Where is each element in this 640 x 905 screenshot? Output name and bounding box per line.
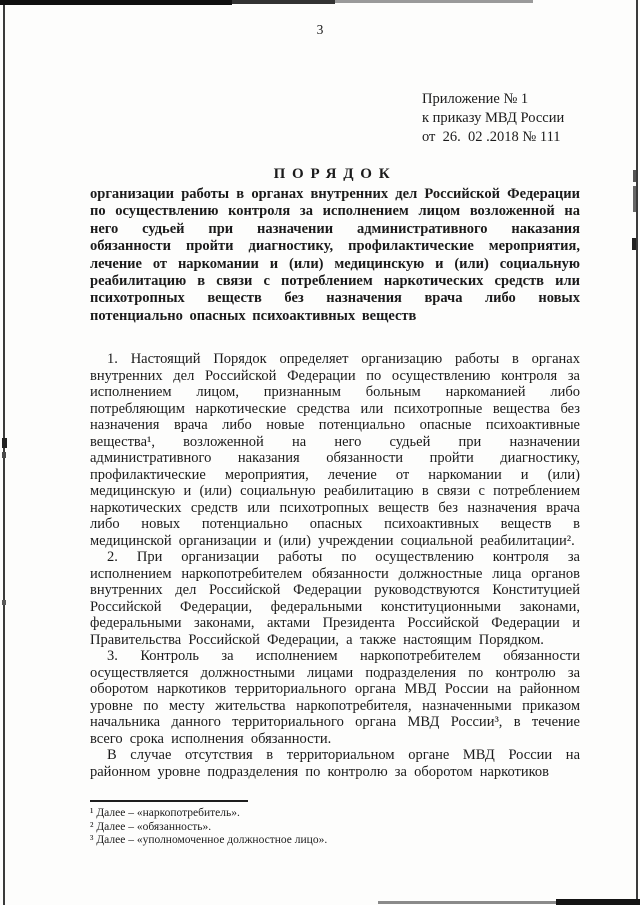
paragraph-4: В случае отсутствия в территориальном органе МВД России на районном уровне подразделения по контролю за оборотом наркотиков — [90, 747, 580, 780]
appendix-line: к приказу МВД России — [422, 110, 565, 126]
scan-edge-top — [0, 0, 232, 5]
document-content — [90, 166, 580, 780]
scan-mark — [633, 170, 636, 182]
document-paragraphs — [90, 351, 580, 780]
scan-edge-top — [232, 0, 335, 4]
appendix-line: Приложение № 1 — [422, 91, 529, 107]
scan-edge-top — [335, 0, 533, 3]
scan-edge-bottom — [556, 899, 640, 905]
document-subtitle: организации работы в органах внутренних дел Российской Федерации по осуществлению контроля за исполнением лицом возложенной на него судьей при назначении административного наказания обязанности пройти диагностику, профилактические мероприятия, лечение от наркомании и (или) медицинскую и (или) социальную реабилитацию в связи с потреблением наркотических средств или психотропных веществ без назначения врача либо новых потенциально опасных психоактивных веществ — [90, 186, 580, 324]
footnote-2: ² Далее – «обязанность». — [90, 820, 212, 833]
scan-mark — [2, 600, 6, 605]
paragraph-2: 2. При организации работы по осуществлению контроля за исполнением наркопотребителем обязанности должностные лица органов внутренних дел Российской Федерации руководствуются Конституцией Российской Федерации, федеральными конституционными законами, федеральными законами, актами Президента Российской Федерации и Правительства Российской Федерации, а также настоящим Порядком. — [90, 549, 580, 648]
scan-mark — [2, 438, 7, 448]
scan-mark — [633, 186, 636, 212]
paragraph-3: 3. Контроль за исполнением наркопотребителем обязанности осуществляется должностными лицами подразделения по контролю за оборотом наркотиков территориального органа МВД России на районном уровне по месту жительства наркопотребителя, назначенными приказом начальника данного территориального органа МВД России³, в течение всего срока исполнения обязанности. — [90, 648, 580, 747]
scan-mark — [2, 452, 6, 458]
footnote-1: ¹ Далее – «наркопотребитель». — [90, 807, 240, 819]
page-number: 3 — [316, 22, 324, 37]
paragraph-1: 1. Настоящий Порядок определяет организацию работы в органах внутренних дел Российской Федерации по осуществлению контроля за исполнением лицом, признанным больным наркоманией либо потребляющим наркотические средства или психотропные вещества без назначения врача либо новые потенциально опасные психоактивные вещества¹, возложенной на него судьей при назначении административного наказания обязанности пройти диагностику, профилактические мероприятия, лечение от наркомании и (или) медицинскую и (или) социальную реабилитацию в связи с потреблением наркотических средств или психотропных веществ без назначения врача либо новых потенциально опасных психоактивных веществ в медицинской организации и (или) учреждении социальной реабилитации². — [90, 351, 580, 549]
scan-edge-right — [636, 0, 638, 905]
footnote-3: ³ Далее – «уполномоченное должностное лицо». — [90, 834, 328, 846]
footnotes-block — [90, 800, 580, 848]
scan-edge-bottom — [378, 901, 560, 904]
footnote-separator — [90, 800, 248, 802]
scan-mark — [632, 238, 636, 250]
appendix-line: от 26. 02 .2018 № 111 — [422, 129, 561, 145]
document-title: ПОРЯДОК — [273, 166, 397, 182]
appendix-reference-block — [422, 90, 564, 147]
